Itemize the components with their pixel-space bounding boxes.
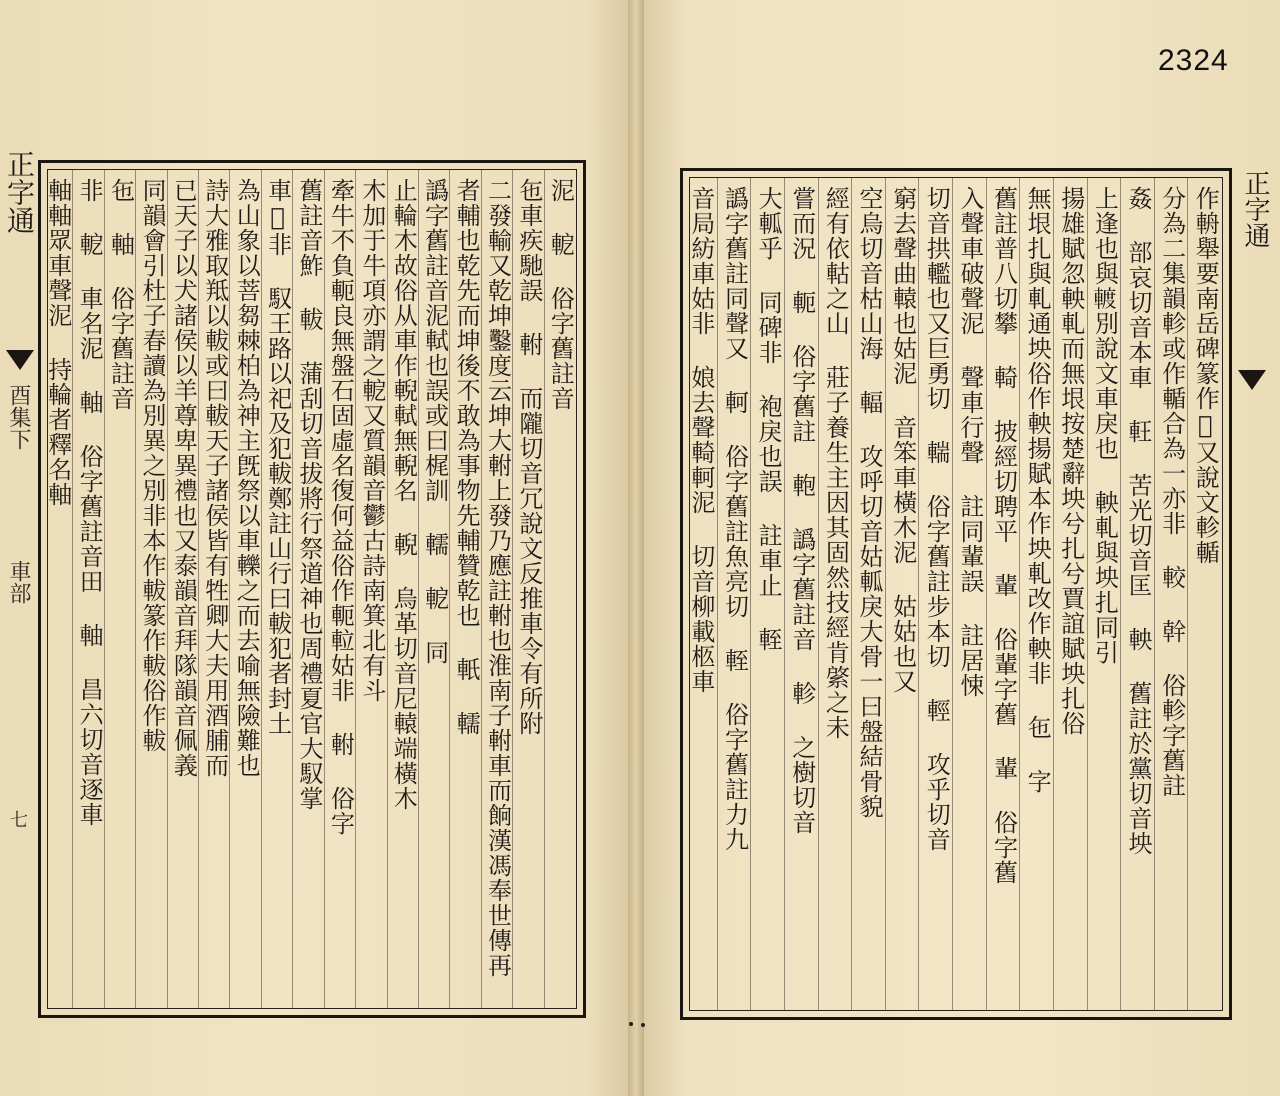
text-column: 切音拱轞也又巨勇切 輲 俗字舊註步本切 輕 攻乎切音	[922, 186, 951, 852]
text-column: 舊註普八切攀 輢 披經切聘平 輩 俗輩字舊 輩 俗字舊	[989, 186, 1018, 885]
text-column: 者輔也乾先而坤後不敢為事物先輔贊乾也 軝 轜	[452, 178, 481, 736]
right-text-area	[686, 177, 1223, 1011]
column-rule	[198, 170, 199, 1008]
page-number: 2324	[1158, 44, 1229, 77]
text-column: 二發輸又乾坤鑿度云坤大軵上發乃應註軵也淮南子軵車而餉漢馮奉世傳再	[483, 178, 512, 978]
fishtail-ornament-icon	[1238, 370, 1266, 390]
text-column: 止輪木故俗从車作輗軾無輗名 輗 烏革切音尼轅端橫木	[389, 178, 418, 811]
left-text-area	[43, 169, 577, 1009]
text-column: 上逢也與𨍏別說文車戾也 軮軋與坱扎同引	[1090, 186, 1119, 665]
column-rule	[544, 170, 545, 1008]
column-rule	[261, 170, 262, 1008]
column-rule	[717, 178, 718, 1010]
column-rule	[481, 170, 482, 1008]
column-rule	[986, 178, 987, 1010]
text-column: 牽牛不負軛良無盤石固虛名復何益俗作軛𨋢姑非 軵 俗字	[326, 178, 355, 836]
right-margin-title: 正字通	[1240, 170, 1270, 248]
text-column: 作輈舉要南岳碑篆作𨌏又說文軫輴	[1191, 186, 1220, 565]
column-rule	[750, 178, 751, 1010]
text-column: 分為二集韻軫或作輴合為一亦非 較 幹 俗軫字舊註	[1157, 186, 1186, 798]
column-rule	[512, 170, 513, 1008]
text-column: 同韻會引杜子春讀為別異之別非本作軷篆作軷俗作軷	[137, 178, 166, 753]
left-leaf-number: 七	[10, 810, 28, 831]
column-rule	[1154, 178, 1155, 1010]
left-margin-volume: 酉集下	[6, 384, 31, 450]
column-rule	[1120, 178, 1121, 1010]
text-column: 揚雄賦忽軮軋而無垠按楚辭坱兮扎兮賈誼賦坱扎俗	[1056, 186, 1085, 736]
text-column: 入聲車破聲泥 聲車行聲 註同輩誤 註居悚	[955, 186, 984, 698]
text-column: 泥 軶 俗字舊註音	[546, 178, 575, 411]
column-rule	[72, 170, 73, 1008]
column-rule	[1053, 178, 1054, 1010]
column-rule	[292, 170, 293, 1008]
column-rule	[449, 170, 450, 1008]
text-column: 譌字舊註同聲又 軻 俗字舊註魚亮切 輊 俗字舊註力九	[720, 186, 749, 852]
column-rule	[229, 170, 230, 1008]
column-rule	[952, 178, 953, 1010]
left-margin-section: 車部	[6, 560, 31, 604]
column-rule	[918, 178, 919, 1010]
text-column: 詩大雅取羝以軷或曰軷天子諸侯皆有牲卿大夫用酒脯而	[200, 178, 229, 778]
column-rule	[784, 178, 785, 1010]
column-rule	[167, 170, 168, 1008]
text-column: 經有依軲之山 莊子養生主因其固然技經肯綮之未	[821, 186, 850, 740]
text-column: 木加于牛項亦謂之軶又質韻音鬱古詩南箕北有斗	[357, 178, 386, 703]
text-column: 空烏切音枯山海 輻 攻呼切音姑軱戾大骨一曰盤結骨貌	[854, 186, 883, 819]
text-column: 㐌車疾馳誤 軵 而隴切音冗說文反推車令有所附	[514, 178, 543, 736]
column-rule	[1087, 178, 1088, 1010]
column-rule	[885, 178, 886, 1010]
text-column: 車𩎟非 馭王路以祀及犯軷鄭註山行曰軷犯者封土	[263, 178, 292, 736]
text-column: 大軱乎 同碑非 袍戾也誤 註車止 輊	[754, 186, 783, 652]
column-rule	[324, 170, 325, 1008]
column-rule	[387, 170, 388, 1008]
text-column: 窮去聲曲轅也姑泥 音笨車橫木泥 姑姑也又	[888, 186, 917, 694]
book-gutter	[628, 0, 644, 1096]
text-column: 音局紡車姑非 娘去聲輢軻泥 切音柳載柩車	[686, 186, 715, 694]
text-column: 嘗而況 軛 俗字舊註 軳 譌字舊註音 軫 之樹切音	[787, 186, 816, 835]
text-column: 舊註音鮓 軷 蒲刮切音拔將行祭道神也周禮夏官大馭掌	[295, 178, 323, 811]
text-column: 已天子以犬諸侯以羊尊卑異禮也又泰韻音拜隊韻音佩義	[169, 178, 198, 778]
text-column: 㐌 軸 俗字舊註音	[106, 178, 135, 411]
text-column: 為山象以菩芻棘柏為神主旣祭以車轢之而去喻無險難也	[232, 178, 261, 778]
column-rule	[418, 170, 419, 1008]
fishtail-ornament-icon	[6, 350, 34, 370]
column-rule	[135, 170, 136, 1008]
text-column: 譌字舊註音泥軾也誤或曰梶訓 轜 軶 同	[420, 178, 449, 665]
column-rule	[1187, 178, 1188, 1010]
column-rule	[1019, 178, 1020, 1010]
text-column: 無垠扎與軋通坱俗作軮揚賦本作坱軋改作軮非 㐌 字	[1023, 186, 1052, 794]
column-rule	[104, 170, 105, 1008]
text-column: 姦 部哀切音本車 軖 苦光切音匡 軮 舊註於黨切音坱	[1123, 186, 1152, 856]
left-text-frame	[38, 160, 586, 1018]
text-column: 非 軶 車名泥 軸 俗字舊註音田 軸 昌六切音逐車	[75, 178, 104, 827]
column-rule	[851, 178, 852, 1010]
left-margin-title: 正字通	[3, 150, 36, 234]
column-rule	[818, 178, 819, 1010]
text-column: 軸軸眾車聲泥 持輪者釋名軸	[43, 178, 72, 507]
right-text-frame	[680, 168, 1232, 1020]
column-rule	[355, 170, 356, 1008]
